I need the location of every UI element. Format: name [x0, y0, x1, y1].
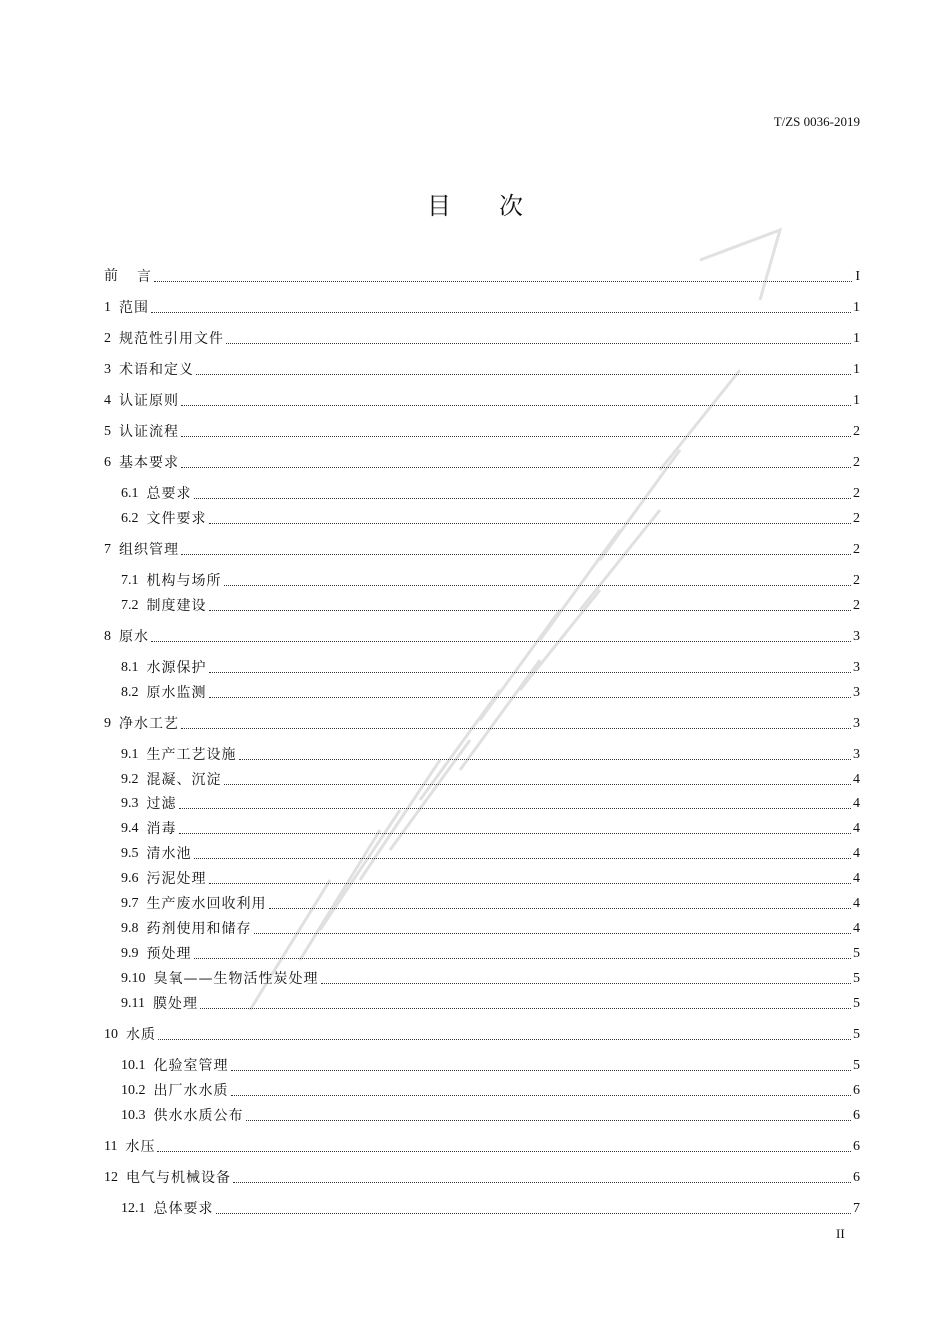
toc-leader-dots [181, 467, 851, 468]
toc-entry-page: 2 [853, 573, 860, 588]
toc-entry-label: 电气与机械设备 [126, 1170, 231, 1186]
toc-entry-label: 净水工艺 [119, 716, 179, 732]
toc-subentry[interactable] [121, 1105, 860, 1125]
toc-entry-page: 2 [853, 511, 860, 526]
toc-entry-label: 清水池 [146, 846, 192, 862]
toc-entry-number: 10 [104, 1027, 118, 1042]
toc-entry-page: 4 [853, 921, 860, 936]
toc-entry-label: 术语和定义 [119, 362, 194, 378]
toc-leader-dots [224, 585, 852, 586]
toc-entry-number: 8.1 [121, 660, 139, 675]
toc-entry-label: 药剂使用和储存 [146, 921, 252, 937]
toc-subentry[interactable] [121, 868, 860, 888]
toc-leader-dots [194, 958, 852, 959]
toc-entry-number: 6.2 [121, 511, 139, 526]
toc-subentry[interactable] [121, 1055, 860, 1075]
toc-entry-label: 基本要求 [119, 455, 179, 471]
toc-entry-label: 认证原则 [119, 393, 179, 409]
toc-entry-page: 5 [853, 996, 860, 1011]
toc-subentry[interactable] [121, 483, 860, 503]
toc-entry-page: 4 [853, 821, 860, 836]
toc-entry-label: 生产废水回收利用 [146, 896, 267, 912]
toc-entry-page: 1 [853, 300, 860, 315]
toc-leader-dots [209, 610, 852, 611]
toc-subentry[interactable] [121, 1198, 860, 1218]
toc-leader-dots [209, 672, 852, 673]
toc-entry-page: 4 [853, 772, 860, 787]
toc-entry-page: 5 [853, 1058, 860, 1073]
toc-entry-number: 9.6 [121, 871, 139, 886]
toc-entry-label: 范围 [119, 300, 149, 316]
toc-leader-dots [209, 883, 852, 884]
toc-entry-number: 9.4 [121, 821, 139, 836]
toc-entry-number: 11 [104, 1139, 118, 1154]
toc-leader-dots [231, 1095, 852, 1096]
toc-entry-page: 2 [853, 542, 860, 557]
toc-entry-label: 生产工艺设施 [146, 747, 237, 763]
toc-entry-page: 5 [853, 971, 860, 986]
toc-leader-dots [224, 784, 852, 785]
toc-entry-label: 消毒 [146, 821, 177, 837]
toc-entry-label: 总要求 [146, 486, 192, 502]
toc-entry-page: 3 [853, 716, 860, 731]
toc-subentry[interactable] [121, 769, 860, 789]
toc-entry-number: 2 [104, 331, 111, 346]
toc-leader-dots [151, 312, 851, 313]
toc-entry-number: 10.2 [121, 1083, 146, 1098]
toc-leader-dots [226, 343, 851, 344]
toc-entry-page: 6 [853, 1170, 860, 1185]
toc-entry[interactable] [104, 539, 860, 559]
toc-leader-dots [209, 523, 852, 524]
toc-subentry[interactable] [121, 595, 860, 615]
toc-leader-dots [246, 1120, 852, 1121]
toc-entry[interactable] [104, 359, 860, 379]
toc-entry-page: 3 [853, 629, 860, 644]
toc-entry-page: 5 [853, 1027, 860, 1042]
toc-subentry[interactable] [121, 744, 860, 764]
toc-entry-label: 水质 [126, 1027, 156, 1043]
toc-leader-dots [254, 933, 852, 934]
toc-entry-label: 言 [126, 269, 152, 285]
toc-entry-number: 8.2 [121, 685, 139, 700]
toc-entry-page: 4 [853, 846, 860, 861]
toc-leader-dots [154, 281, 852, 282]
toc-entry-label: 水压 [125, 1139, 156, 1155]
toc-leader-dots [233, 1182, 851, 1183]
toc-subentry[interactable] [121, 793, 860, 813]
toc-entry[interactable] [104, 1167, 860, 1187]
toc-entry-number: 7.1 [121, 573, 139, 588]
toc-subentry[interactable] [121, 818, 860, 838]
toc-entry[interactable] [104, 390, 860, 410]
toc-entry-label: 原水 [119, 629, 149, 645]
toc-entry-number: 9 [104, 716, 111, 731]
toc-entry-number: 9.9 [121, 946, 139, 961]
toc-entry-label: 混凝、沉淀 [146, 772, 222, 788]
toc-entry-number: 9.10 [121, 971, 146, 986]
toc-leader-dots [151, 641, 851, 642]
toc-entry-number: 1 [104, 300, 111, 315]
toc-entry-number: 9.11 [121, 996, 145, 1011]
toc-entry-page: 7 [853, 1201, 860, 1216]
toc-subentry[interactable] [121, 570, 860, 590]
toc-entry-page: 6 [853, 1108, 860, 1123]
toc-leader-dots [157, 1151, 851, 1152]
toc-entry-label: 组织管理 [119, 542, 179, 558]
toc-leader-dots [158, 1039, 851, 1040]
toc-entry-page: 3 [853, 747, 860, 762]
toc-entry-label: 认证流程 [119, 424, 179, 440]
toc-entry-page: 2 [853, 424, 860, 439]
document-code: T/ZS 0036-2019 [773, 114, 860, 129]
toc-entry-label: 机构与场所 [146, 573, 222, 589]
toc-entry-page: 3 [853, 660, 860, 675]
toc-entry-label: 预处理 [146, 946, 192, 962]
toc-entry-label: 文件要求 [146, 511, 207, 527]
toc-entry-number: 9.1 [121, 747, 139, 762]
toc-entry[interactable] [104, 713, 860, 733]
toc-leader-dots [231, 1070, 852, 1071]
toc-entry-label: 总体要求 [153, 1201, 214, 1217]
toc-entry-page: 6 [853, 1083, 860, 1098]
toc-subentry[interactable] [121, 918, 860, 938]
toc-leader-dots [181, 405, 851, 406]
toc-entry-number: 前 [104, 269, 118, 284]
toc-entry-label: 原水监测 [146, 685, 207, 701]
toc-subentry[interactable] [121, 968, 860, 988]
toc-entry-label: 水源保护 [146, 660, 207, 676]
toc-entry-page: 1 [853, 393, 860, 408]
toc-entry-label: 规范性引用文件 [119, 331, 224, 347]
toc-entry-number: 4 [104, 393, 111, 408]
toc-entry-number: 6 [104, 455, 111, 470]
toc-entry-number: 7 [104, 542, 111, 557]
toc-leader-dots [321, 983, 852, 984]
toc-entry-page: 6 [853, 1139, 860, 1154]
toc-entry-number: 10.3 [121, 1108, 146, 1123]
toc-entry-label: 臭氧——生物活性炭处理 [153, 971, 319, 987]
toc-entry-label: 供水水质公布 [153, 1108, 244, 1124]
toc-leader-dots [209, 697, 852, 698]
toc-leader-dots [194, 858, 852, 859]
toc-subentry[interactable] [121, 993, 860, 1013]
toc-entry-page: 2 [853, 486, 860, 501]
toc-entry-number: 9.3 [121, 796, 139, 811]
toc-entry-label: 污泥处理 [146, 871, 207, 887]
toc-entry-number: 9.5 [121, 846, 139, 861]
toc-title: 目次 [427, 192, 571, 220]
toc-entry[interactable] [104, 328, 860, 348]
toc-entry-page: 3 [853, 685, 860, 700]
toc-entry[interactable] [104, 266, 860, 286]
toc-entry[interactable] [104, 626, 860, 646]
toc-entry-label: 出厂水水质 [153, 1083, 229, 1099]
toc-subentry[interactable] [121, 1080, 860, 1100]
toc-entry-page: 4 [853, 896, 860, 911]
toc-entry-page: 5 [853, 946, 860, 961]
toc-leader-dots [196, 374, 851, 375]
toc-entry-page: 4 [853, 796, 860, 811]
toc-entry-page: 1 [853, 362, 860, 377]
toc-entry[interactable] [104, 1024, 860, 1044]
toc-leader-dots [181, 554, 851, 555]
toc-leader-dots [179, 808, 852, 809]
toc-subentry[interactable] [121, 893, 860, 913]
toc-entry[interactable] [104, 297, 860, 317]
toc-subentry[interactable] [121, 843, 860, 863]
toc-entry-number: 12.1 [121, 1201, 146, 1216]
toc-leader-dots [181, 728, 851, 729]
toc-entry-number: 5 [104, 424, 111, 439]
toc-leader-dots [269, 908, 852, 909]
toc-entry-label: 化验室管理 [153, 1058, 229, 1074]
toc-entry[interactable] [104, 452, 860, 472]
toc-entry-number: 9.7 [121, 896, 139, 911]
page-number: II [836, 1226, 845, 1241]
toc-entry[interactable] [104, 421, 860, 441]
toc-entry-page: 1 [853, 331, 860, 346]
toc-entry-label: 膜处理 [152, 996, 198, 1012]
toc-entry-page: I [855, 269, 860, 284]
toc-leader-dots [200, 1008, 851, 1009]
toc-subentry[interactable] [121, 508, 860, 528]
toc-entry-number: 12 [104, 1170, 118, 1185]
toc-entry-number: 3 [104, 362, 111, 377]
toc-leader-dots [194, 498, 852, 499]
toc-entry-number: 9.8 [121, 921, 139, 936]
toc-entry-number: 7.2 [121, 598, 139, 613]
toc-subentry[interactable] [121, 657, 860, 677]
toc-entry[interactable] [104, 1136, 860, 1156]
toc-entry-number: 8 [104, 629, 111, 644]
toc-entry-label: 制度建设 [146, 598, 207, 614]
toc-leader-dots [181, 436, 851, 437]
toc-entry-page: 4 [853, 871, 860, 886]
toc-subentry[interactable] [121, 682, 860, 702]
toc-subentry[interactable] [121, 943, 860, 963]
toc-entry-number: 10.1 [121, 1058, 146, 1073]
toc-entry-number: 6.1 [121, 486, 139, 501]
toc-leader-dots [216, 1213, 852, 1214]
toc-leader-dots [179, 833, 852, 834]
toc-leader-dots [239, 759, 852, 760]
toc-entry-page: 2 [853, 598, 860, 613]
toc-entry-label: 过滤 [146, 796, 177, 812]
toc-entry-page: 2 [853, 455, 860, 470]
toc-entry-number: 9.2 [121, 772, 139, 787]
